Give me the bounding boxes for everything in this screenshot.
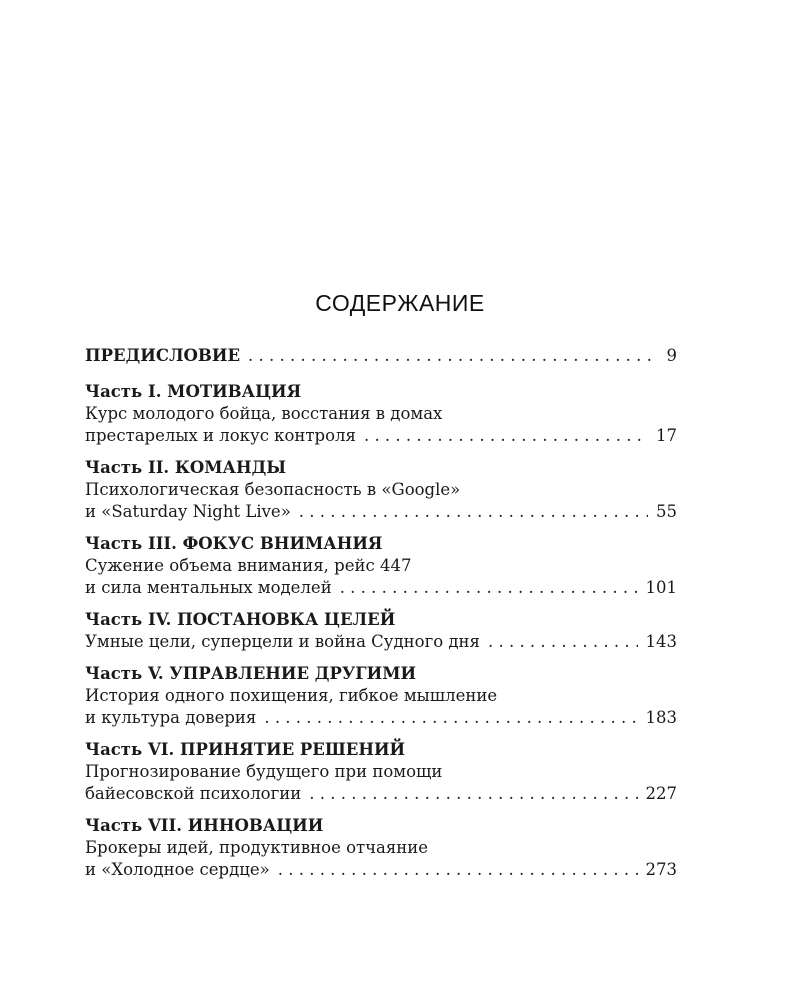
page-number: 183 — [645, 708, 677, 727]
toc-entry-part-2[interactable] — [85, 457, 677, 523]
page-number: 273 — [645, 860, 677, 879]
part-subtitle-line: Курс молодого бойца, восстания в домах — [85, 404, 443, 423]
page-number: 143 — [645, 632, 677, 651]
part-subtitle-line: История одного похищения, гибкое мышление — [85, 686, 498, 705]
toc-entry-part-7[interactable] — [85, 815, 677, 881]
leader-dots — [364, 425, 648, 447]
part-subtitle-line: и сила ментальных моделей — [85, 578, 332, 597]
leader-dots — [264, 707, 637, 729]
toc-entry-part-5[interactable] — [85, 663, 677, 729]
leader-dots — [309, 783, 637, 805]
preface-label: ПРЕДИСЛОВИЕ — [85, 346, 241, 365]
part-subtitle-line: престарелых и локус контроля — [85, 426, 356, 445]
toc-entry-part-1[interactable] — [85, 381, 677, 447]
toc-entry-preface[interactable] — [85, 345, 677, 367]
part-subtitle-line: Сужение объема внимания, рейс 447 — [85, 556, 412, 575]
toc-entry-part-4[interactable] — [85, 609, 677, 653]
part-heading: Часть IV. ПОСТАНОВКА ЦЕЛЕЙ — [85, 610, 396, 629]
part-subtitle-line: и культура доверия — [85, 708, 257, 727]
leader-dots — [299, 501, 648, 523]
page-number: 227 — [645, 784, 677, 803]
part-subtitle-line: Прогнозирование будущего при помощи — [85, 762, 443, 781]
leader-dots — [278, 859, 638, 881]
part-heading: Часть VI. ПРИНЯТИЕ РЕШЕНИЙ — [85, 740, 406, 759]
toc-entry-part-3[interactable] — [85, 533, 677, 599]
page-number: 9 — [666, 346, 677, 365]
leader-dots — [340, 577, 638, 599]
part-heading: Часть VII. ИННОВАЦИИ — [85, 816, 324, 835]
part-heading: Часть V. УПРАВЛЕНИЕ ДРУГИМИ — [85, 664, 417, 683]
table-of-contents — [85, 345, 677, 891]
leader-dots — [488, 631, 638, 653]
part-subtitle-line: Психологическая безопасность в «Google» — [85, 480, 461, 499]
page-number: 17 — [656, 426, 677, 445]
part-heading: Часть III. ФОКУС ВНИМАНИЯ — [85, 534, 383, 553]
page-number: 55 — [656, 502, 677, 521]
part-subtitle-line: и «Saturday Night Live» — [85, 502, 291, 521]
page-number: 101 — [645, 578, 677, 597]
part-subtitle-line: Умные цели, суперцели и война Судного дня — [85, 632, 480, 651]
page-title: СОДЕРЖАНИЕ — [315, 290, 485, 316]
part-subtitle-line: и «Холодное сердце» — [85, 860, 270, 879]
part-subtitle-line: Брокеры идей, продуктивное отчаяние — [85, 838, 429, 857]
leader-dots — [248, 345, 657, 367]
part-heading: Часть II. КОМАНДЫ — [85, 458, 287, 477]
part-subtitle-line: байесовской психологии — [85, 784, 302, 803]
toc-entry-part-6[interactable] — [85, 739, 677, 805]
part-heading: Часть I. МОТИВАЦИЯ — [85, 382, 302, 401]
